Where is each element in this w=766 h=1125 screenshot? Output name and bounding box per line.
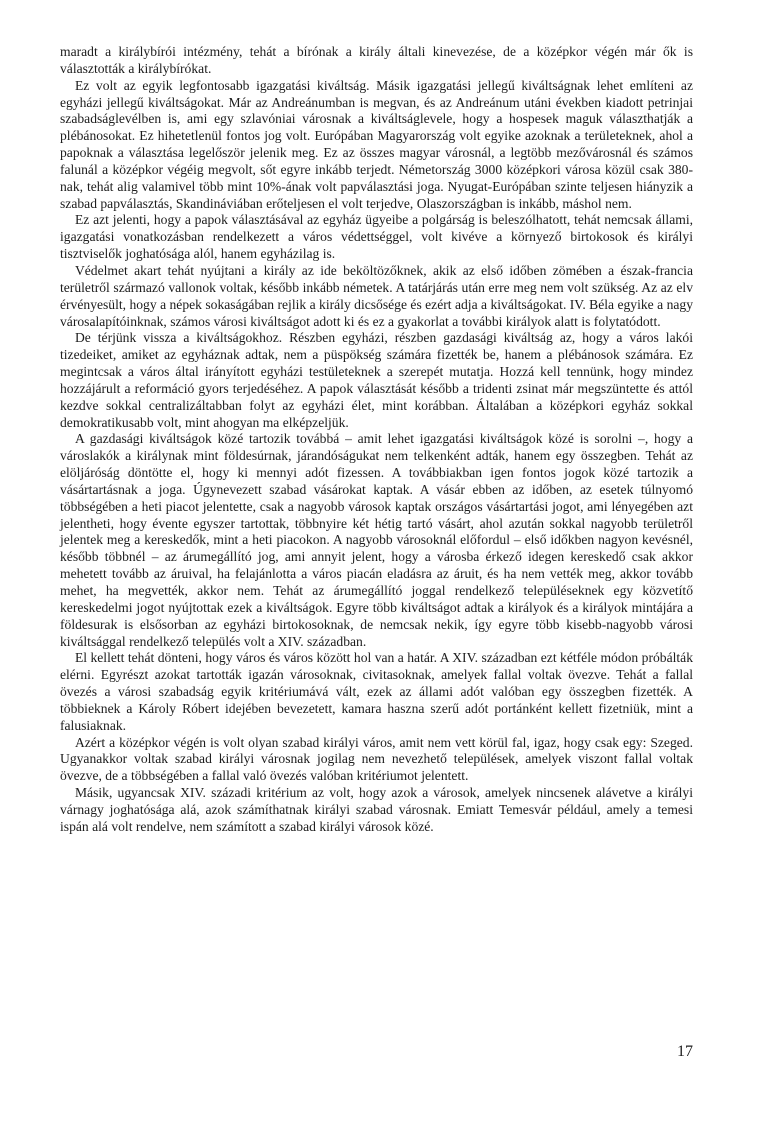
- paragraph: De térjünk vissza a kiváltságokhoz. Részben egyházi, részben gazdasági kiváltság az, hogy a város lakói tizedeiket, amiket az egyháznak adtak, nem a püspökség számára fizették be, hanem a plébánosok számára. Ez megintcsak a város által irányított egyházi testületeknek a szerepét mutatja. Hozzá kell tennünk, hogy mindez hozzájárult a reformáció gyors terjedéséhez. A papok választását később a tridenti zsinat már megszüntette és attól kezdve sokkal centralizáltabban folyt az egyházi élet, mint korábban. Általában a középkori egyház sokkal demokratikusabb volt, mint ahogyan ma elképzeljük.: [60, 330, 693, 430]
- paragraph: Ez azt jelenti, hogy a papok választásával az egyház ügyeibe a polgárság is beleszólhatott, tehát nemcsak állami, igazgatási vonatkozásban rendelkezett a város védettséggel, volt kivéve a környező birtokosok és királyi tisztviselők joghatósága alól, hanem egyházilag is.: [60, 212, 693, 262]
- paragraph: maradt a királybírói intézmény, tehát a bírónak a király általi kinevezése, de a középkor végén már ők is választották a királybírókat.: [60, 44, 693, 76]
- body-text: [60, 44, 693, 836]
- page-number: 17: [677, 1043, 693, 1060]
- paragraph: A gazdasági kiváltságok közé tartozik továbbá – amit lehet igazgatási kiváltságok közé is sorolni –, hogy a városlakók a királynak mint földesúrnak, járandóságukat nem telkenként adták, hanem egy összegben. Tehát az elöljáróság döntötte el, hogy ki mennyi adót fizessen. A továbbiakban igen fontos jogok közé tartozik a vásártartásnak a joga. Úgynevezett szabad vásárokat kaptak. A vásár ebben az időben, az esetek túlnyomó többségében a heti piacot jelentette, csak a nagyobb városok kaptak országos vásártartási jogot, ami lényegében azt jelentheti, hogy évente egyszer tartottak, többnyire két hétig tartó vásárt, ahol azután sokkal nagyobb területről jelentek meg a kereskedők, mint a heti piacokon. A nagyobb városoknál előfordul – első időkben nagyon kevésnél, később többnél – az árumegállító jog, ami annyit jelent, hogy a városba érkező idegen kereskedő csak akkor mehetett tovább az áruival, ha felajánlotta a város piacán eladásra az áruit, és ha nem vették meg, akkor tovább mehet, ha megvették, akkor nem. Tehát az árumegállító joggal rendelkező településeknek egy közvetítő kereskedelmi jogot nyújtottak ezek a kiváltságok. Egyre több kiváltságot adtak a királyok és a királyok mintájára a földesurak is elsősorban az egyházi birtokosoknak, de nemcsak nekik, így egyre több kisebb-nagyobb városi kiváltsággal rendelkező település volt a XIV. században.: [60, 431, 693, 649]
- paragraph: Ez volt az egyik legfontosabb igazgatási kiváltság. Másik igazgatási jellegű kiváltságnak lehet említeni az egyházi jellegű kiváltságokat. Már az Andreánumban is megvan, és az Andreánum utáni években kiadott petrinjai szabadságlevélben is, ami egy szlavóniai városnak a kiváltságlevele, hogy a hospesek maguk választhatják a plébánosokat. Ez hihetetlenül fontos jog volt. Európában Magyarország volt egyike azoknak a területeknek, ahol a papoknak a választása legelőször jelenik meg. Ez az összes magyar városnál, a legtöbb mezővárosnál és számos falunál a középkor végéig megvolt, sőt egyre inkább terjedt. Németország 3000 középkori városa közül csak 380-nak, tehát alig valamivel több mint 10%-ának volt papválasztási joga. Nyugat-Európában szinte teljesen hiányzik a szabad papválasztás, Skandináviában erőteljesen el volt terjedve, Olaszországban is inkább, máshol nem.: [60, 77, 693, 211]
- paragraph: Védelmet akart tehát nyújtani a király az ide beköltözőknek, akik az első időben zömében a észak-francia területről származó vallonok voltak, később inkább németek. A tatárjárás után erre meg nem volt szükség. Az az elv érvényesült, hogy a népek sokaságában rejlik a király dicsősége és ezért adja a kiváltságokat. IV. Béla egyike a nagy városalapítóinknak, számos városi kiváltságot adott ki és ez a gyakorlat a további királyok alatt is folytatódott.: [60, 262, 693, 329]
- paragraph: Másik, ugyancsak XIV. századi kritérium az volt, hogy azok a városok, amelyek nincsenek alávetve a királyi várnagy joghatósága alá, azok számíthatnak királyi szabad városnak. Emiatt Temesvár például, amely a temesi ispán alá volt rendelve, nem számított a szabad királyi városok közé.: [60, 785, 693, 834]
- paragraph: El kellett tehát dönteni, hogy város és város között hol van a határ. A XIV. században ezt kétféle módon próbálták elérni. Egyrészt azokat tartották igazán városoknak, civitasoknak, amelyek fallal voltak övezve. Tehát a fallal övezés a városi szabadság egyik kritériumává vált, ezek az állami adót valóban egy összegben fizették. A többieknek a Károly Róbert idejében bevezetett, kamara haszna szerű adót portánként kellett fizetniük, mint a falusiaknak.: [60, 650, 693, 733]
- paragraph: Azért a középkor végén is volt olyan szabad királyi város, amit nem vett körül fal, igaz, hogy csak egy: Szeged. Ugyanakkor voltak szabad királyi városnak jogilag nem nevezhető települések, amelyek viszont fallal voltak övezve, de a többségében a fallal való övezés valóban kritériumot jelentett.: [60, 734, 693, 784]
